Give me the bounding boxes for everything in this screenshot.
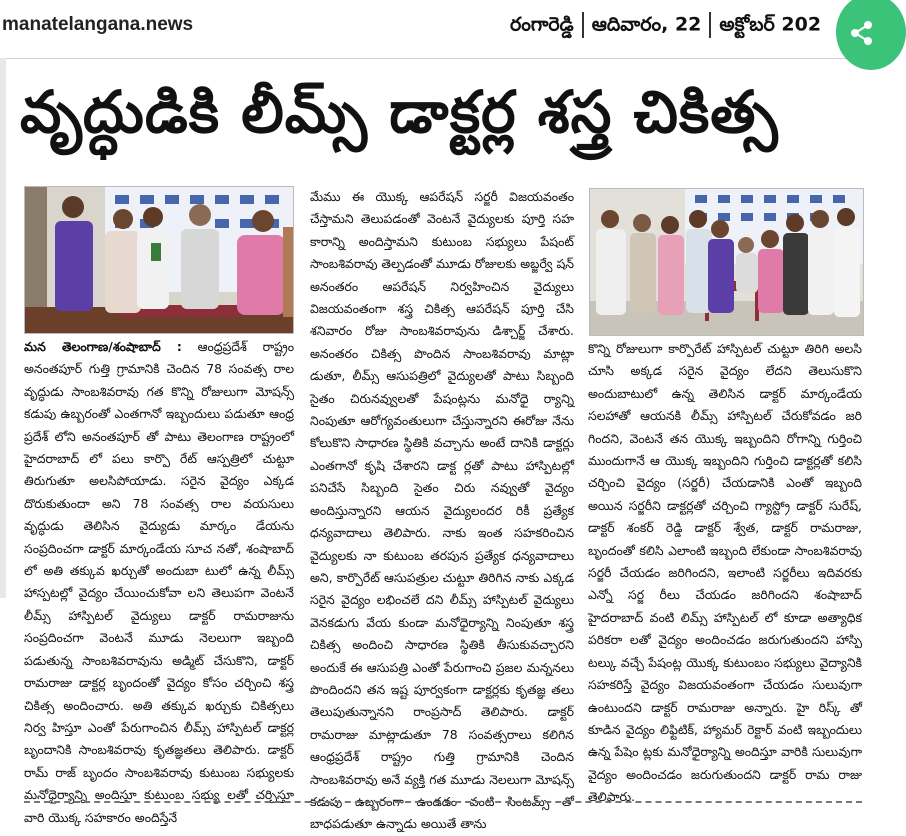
article-text: మేము ఈ యొక్క ఆపరేషన్ సర్జరీ విజయవంతం చేస్తామని తెలుపడంతో వెంటనే వైద్యులకు పూర్తి సహ కారాన్ని అందిస్తామని కుటుంబ సభ్యులు పేషంట్ సాంబశివరావు తెల్పడంతో మూడు రోజులకు అబ్జర్వే షన్ అనంతరం ఆపరేషన్ నిర్వహించిన వైద్యులు విజయవంతంగా శస్త్ర చికిత్స ఆపరేషన్ పూర్తి చేసి శనివారం రోజు సాంబశివరావును డిశ్చార్జ్ చేశారు. అనంతరం చికిత్స పొందిన సాంబశివరావు మాట్లా డుతూ, లీమ్స్ ఆసుపత్రిలో వైద్యులతో పాటు సిబ్బంది సైతం చిరునవ్వులతో పేషంట్లను మనోధై ర్యాన్ని నింపుతూ ఆరోగ్యవంతులుగా చేస్తున్నారని ఈరోజు నేను కోలుకొని సాధారణ స్థితికి వచ్చాను అంటే దానికి డాక్టర్లు ఎంతగానో కృషి చేశారని డాక్ట ర్లతో పాటు హాస్పిటల్లో పనిచేసే సిబ్బంది సైతం చిరు నవ్వుతో వైద్యం అందిస్తున్నారని ఆయన వైద్యులందర రికీ ప్రత్యేక ధన్యవాదాలు తెలిపారు. నాకు ఇంత సహకరించిన వైద్యులకు నా కుటుంబ తరపున ప్రత్యేక ధన్యవాదాలు అని, కార్పొరేట్ ఆసుపత్రుల చుట్టూ తిరిగిన నాకు ఎక్కడ సరైన వైద్యం లభించలే దని లీమ్స్ హాస్పిటల్ వైద్యులు వెనకడుగు వేయ కుండా మనోధైర్యాన్ని నింపుతూ శస్త్ర చికిత్స అందించి సాధారణ స్థితికి తీసుకువచ్చారని అందుకే ఈ ఆసుపత్రి ఎంతో పేరుగాంచి ప్రజల మన్ననలు పొందిందని తన ఇష్ట పూర్వకంగా డాక్టర్లకు కృతజ్ఞ తలు తెలుపుతున్నానని రాంప్రసాద్ తెలిపారు. డాక్టర్ రామరాజు మాట్లాడుతూ 78 సంవత్సరాలు కలిగిన ఆంధ్రప్రదేశ్ రాష్ట్రం గుత్తి గ్రామానికి చెందిన సాంబశివరావు అనే వ్యక్తి గత మూడు నెలలుగా మోషన్స్ కడుపు ఉబ్బరంగా ఉండడం వంటి సింటమ్స్ తో బాధపడుతూ ఉన్నాడు అయితే తాను [310, 189, 574, 832]
article-photo-right [589, 188, 864, 336]
page-edge [0, 58, 6, 598]
dateline-place: రంగారెడ్డి [510, 13, 574, 36]
article-text: కొన్ని రోజులుగా కార్పొరేట్ హాస్పిటల్ చుట్టూ తిరిగి అలసి చూసి అక్కడ సరైన వైద్యం లేదని తెలుసుకొని అందుబాటులో ఉన్న తెలిసిన డాక్టర్ మార్కండేయ సలహాతో ఆయనకి లీమ్స్ హాస్పిటల్ చేరుకోవడం జరి గిందని, వెంటనే తన యొక్క ఇబ్బందిని రోగాన్ని గుర్తించి ముందుగానే ఆ యొక్క ఇబ్బందిని గుర్తించి డాక్టర్లతో కలిసి చర్చించి వైద్యం (సర్జరీ) చేయడానికి ఎంతో ఇబ్బంది అయిన సర్జరీని డాక్టర్లతో చర్చించి గ్యాస్ట్రో డాక్టర్ సురేష్, డాక్టర్ శంకర్ రెడ్డి డాక్టర్ శ్వేత, డాక్టర్ రామరాజు, బృందంతో కలిసి ఎలాంటి ఇబ్బంది లేకుండా సాంబశివరావు సర్జరీ చేయడం జరిగిందని, ఇలాంటి సర్జరీలు ఇదివరకు ఎన్నో సర్జ రీలు చేయడం జరిగిందని శంషాబాద్ హైదరాబాద్ వంటి లిమ్స్ హాస్పిటల్ లో కూడా అత్యాధిక పరికరా లతో వైద్యం అందించడం జరుగుతుందని హాస్పి టల్కు వచ్చే పేషంట్ల యొక్క కుటుంబం సభ్యులు వైద్యానికి సహకరిస్తే వైద్యం విజయవంతంగా చేయడం సులువుగా ఉంటుందని డాక్టర్ రామరాజు అన్నారు. హై రిస్క్ తో కూడిన వైద్యం లిఫ్టిటిక్, హ్యామర్ రెక్టార్ వంటి ఇబ్బందులు ఉన్న పేషెం ట్లకు మనోధైర్యాన్ని అందిస్తూ వారికి సులువుగా వైద్యం అందించడం జరుగుతుందని డాక్టర్ రామ రాజు తెలిపారు. [588, 341, 862, 805]
divider [582, 12, 584, 38]
divider [709, 12, 711, 38]
dateline-label: మన తెలంగాణ/శంషాబాద్ : [24, 339, 182, 354]
share-icon [850, 20, 874, 46]
share-button[interactable] [836, 0, 906, 70]
dateline-day: ఆదివారం, 22 [591, 13, 702, 36]
article-photo-left [24, 186, 294, 334]
article-text: ఆంధ్రప్రదేశ్ రాష్ట్రం అనంతపూర్ గుత్తి గ్రామానికి చెందిన 78 సంవత్స రాల వృద్ధుడు సాంబశివరావు గత కొన్ని రోజులుగా మోషన్స్ కడుపు ఉబ్బరంతో ఎంతగానో ఇబ్బందులు పడుతూ ఆంధ్ర ప్రదేశ్ లోని అనంతపూర్ తో పాటు తెలంగాణ రాష్ట్రంలో హైదరాబాద్ లో పలు కార్పొ రేట్ ఆస్పత్రిలో చుట్టూ తిరుగుతూ అలసిపోయాడు. సరైన వైద్యం ఎక్కడ దొరుకుతుందా అని 78 సంవత్స రాల వయసులు వృద్ధుడు తెలిసిన వైద్యుడు మార్కం డేయను సంప్రదించగా డాక్టర్ మార్కండేయ సూచ నతో, శంషాబాద్ లో అతి తక్కువ ఖర్చుతో అందుబా టులో ఉన్న లీమ్స్ హాస్పటల్లో వైద్యం చేయించుకోవా లని తెలుపగా వెంటనే లీమ్స్ హాస్పిటల్ వైద్యులు డాక్టర్ రామరాజును సంప్రదించగా వెంటనే మూడు నెలలుగా ఇబ్బంది పడుతున్న సాంబశివరావును అడ్మిట్ చేసుకొని, డాక్టర్ రామరాజు డాక్టర్ల బృందంతో వైద్యం కోసం చర్చించి శస్త్ర చికిత్స అందించారు. అతి తక్కువ ఖర్చుకు చికిత్సలు నిర్వ హిస్తూ ఎంతో పేరుగాంచిన లీమ్స్ హాస్పిటల్ డాక్టర్ల బృందానికి సాంబశివరావు కృతజ్ఞతలు తెలిపారు. డాక్టర్ రామ్ రాజ్ బృందం సాంబశివరావు కుటుంబ సభ్యులకు మనోధైర్యాన్ని అందిస్తూ కుటుంబ సభ్యు లతో చర్చిస్తూ వారి యొక్క సహకారం అందిస్తేనే [24, 339, 294, 825]
bottom-divider [24, 801, 862, 803]
article-column-3 [588, 338, 862, 805]
dateline [510, 12, 821, 41]
dateline-month: అక్టోబర్ 202 [719, 13, 822, 36]
article-column-2 [310, 186, 574, 832]
article-headline: వృద్ధుడికి లీమ్స్ డాక్టర్ల శస్త్ర చికిత్స [20, 78, 779, 146]
site-name[interactable]: manatelangana.news [2, 14, 194, 35]
article-column-1 [24, 336, 294, 825]
top-bar [0, 0, 882, 59]
